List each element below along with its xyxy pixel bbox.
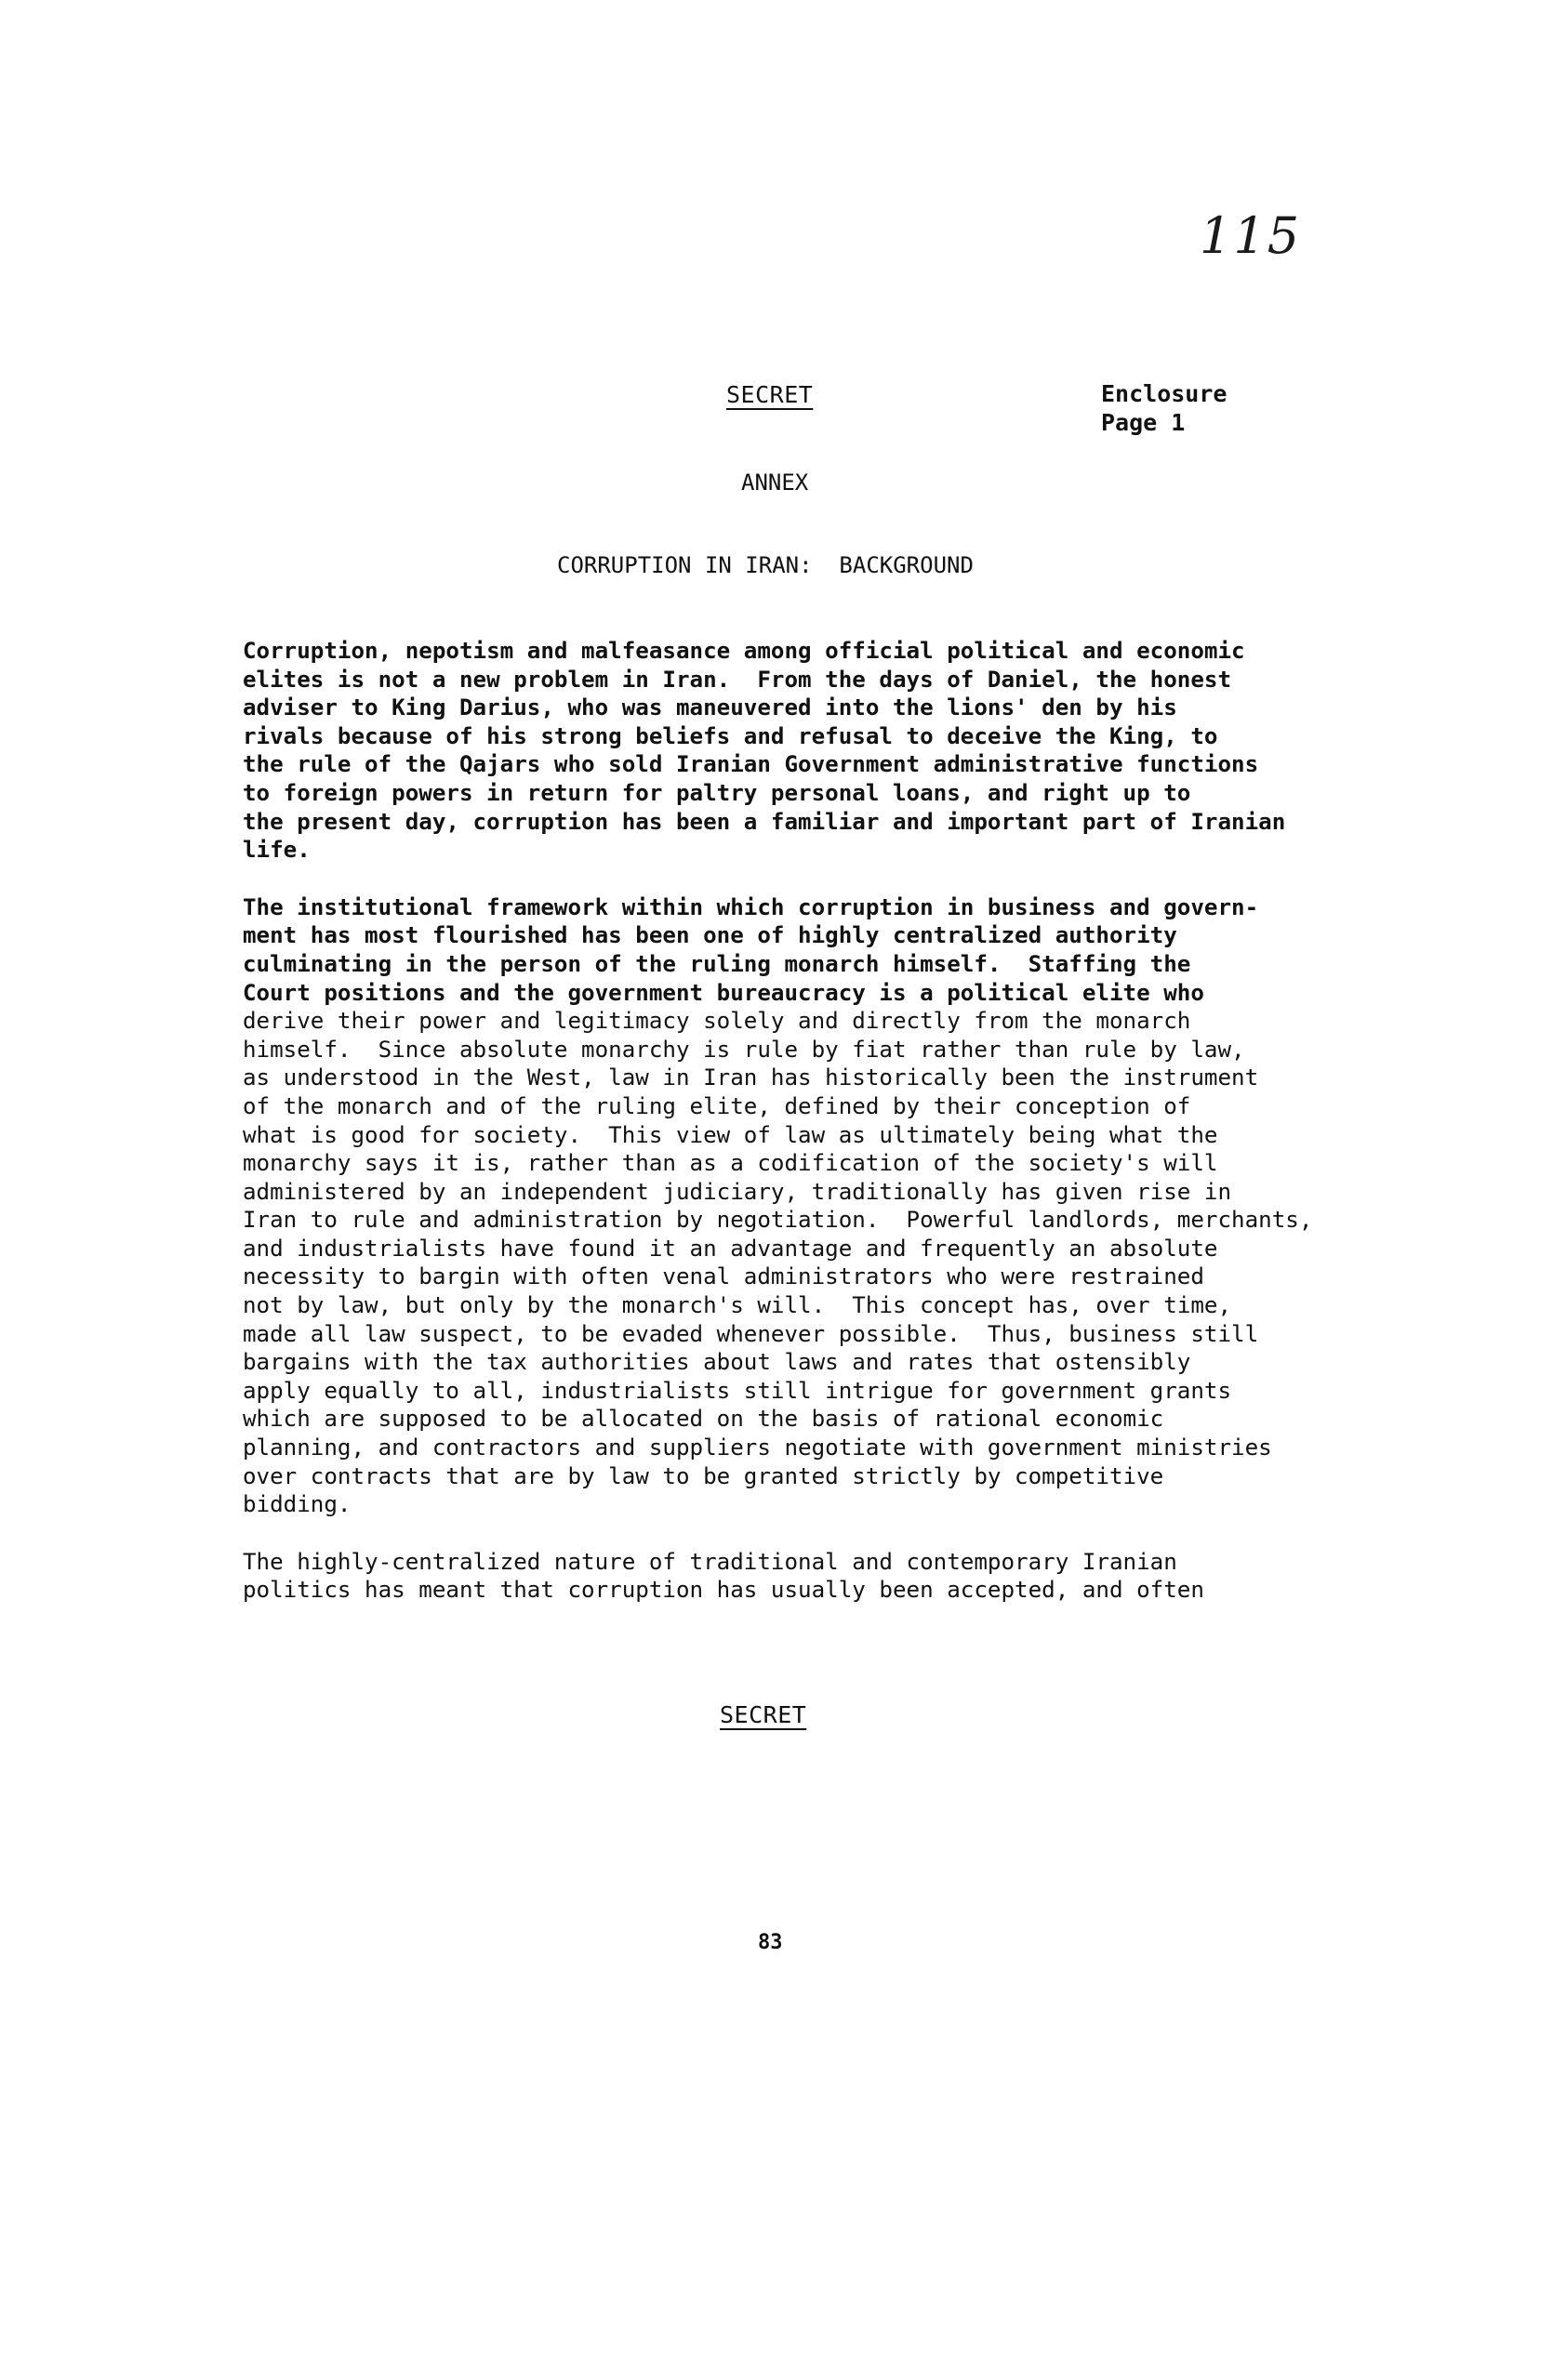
text-line: bargains with the tax authorities about laws and rates that ostensibly (243, 1349, 1191, 1376)
text-line: the rule of the Qajars who sold Iranian Government administrative functions (243, 751, 1259, 778)
text-line: derive their power and legitimacy solely and directly from the monarch (243, 1008, 1191, 1035)
text-line: to foreign powers in return for paltry personal loans, and right up to (243, 779, 1191, 806)
enclosure-label: Enclosure (1101, 380, 1228, 407)
text-line: monarchy says it is, rather than as a codification of the society's will (243, 1150, 1218, 1177)
handwritten-page-mark: 115 (1200, 206, 1302, 265)
text-line: culminating in the person of the ruling monarch himself. Staffing the (243, 950, 1191, 977)
text-line: administered by an independent judiciary, traditionally has given rise in (243, 1178, 1232, 1205)
text-line: politics has meant that corruption has usually been accepted, and often (243, 1577, 1204, 1604)
text-line: made all law suspect, to be evaded whenever possible. Thus, business still (243, 1320, 1259, 1347)
text-line: rivals because of his strong beliefs and refusal to deceive the King, to (243, 722, 1218, 749)
paragraph-3 (243, 1548, 1387, 1605)
text-line: ment has most flourished has been one of highly centralized authority (243, 922, 1177, 949)
text-line: adviser to King Darius, who was maneuvered into the lions' den by his (243, 694, 1177, 721)
text-line: and industrialists have found it an advantage and frequently an absolute (243, 1235, 1218, 1262)
text-line: not by law, but only by the monarch's will. This concept has, over time, (243, 1292, 1232, 1319)
text-line: as understood in the West, law in Iran has historically been the instrument (243, 1064, 1259, 1091)
text-line: life. (243, 837, 311, 864)
text-line: of the monarch and of the ruling elite, defined by their conception of (243, 1092, 1191, 1119)
text-line: apply equally to all, industrialists still intrigue for government grants (243, 1377, 1232, 1404)
top-classification-marking: SECRET (726, 381, 814, 408)
text-line: bidding. (243, 1491, 352, 1518)
text-line: which are supposed to be allocated on the basis of rational economic (243, 1406, 1164, 1433)
text-line: The institutional framework within which corruption in business and govern- (243, 893, 1259, 920)
text-line: what is good for society. This view of law as ultimately being what the (243, 1121, 1218, 1148)
paragraph-1 (243, 637, 1387, 865)
text-line: planning, and contractors and suppliers negotiate with government ministries (243, 1435, 1272, 1461)
enclosure-block (1101, 379, 1227, 437)
annex-label: ANNEX (741, 469, 809, 496)
text-line: over contracts that are by law to be granted strictly by competitive (243, 1462, 1164, 1489)
text-line: himself. Since absolute monarchy is rule by fiat rather than rule by law, (243, 1036, 1245, 1063)
body-text (243, 637, 1387, 1633)
document-title: CORRUPTION IN IRAN: BACKGROUND (557, 552, 974, 578)
page-number: 83 (758, 1931, 783, 1954)
text-line: The highly-centralized nature of traditional and contemporary Iranian (243, 1548, 1177, 1575)
bottom-classification-marking: SECRET (720, 1701, 807, 1728)
paragraph-2 (243, 893, 1387, 1519)
enclosure-page-label: Page 1 (1101, 409, 1186, 436)
text-line: Court positions and the government bureaucracy is a political elite who (243, 979, 1204, 1006)
text-line: the present day, corruption has been a familiar and important part of Iranian (243, 808, 1286, 835)
text-line: Iran to rule and administration by negotiation. Powerful landlords, merchants, (243, 1207, 1313, 1234)
text-line: Corruption, nepotism and malfeasance among official political and economic (243, 638, 1245, 664)
text-line: necessity to bargin with often venal administrators who were restrained (243, 1263, 1204, 1290)
text-line: elites is not a new problem in Iran. From the days of Daniel, the honest (243, 666, 1232, 693)
